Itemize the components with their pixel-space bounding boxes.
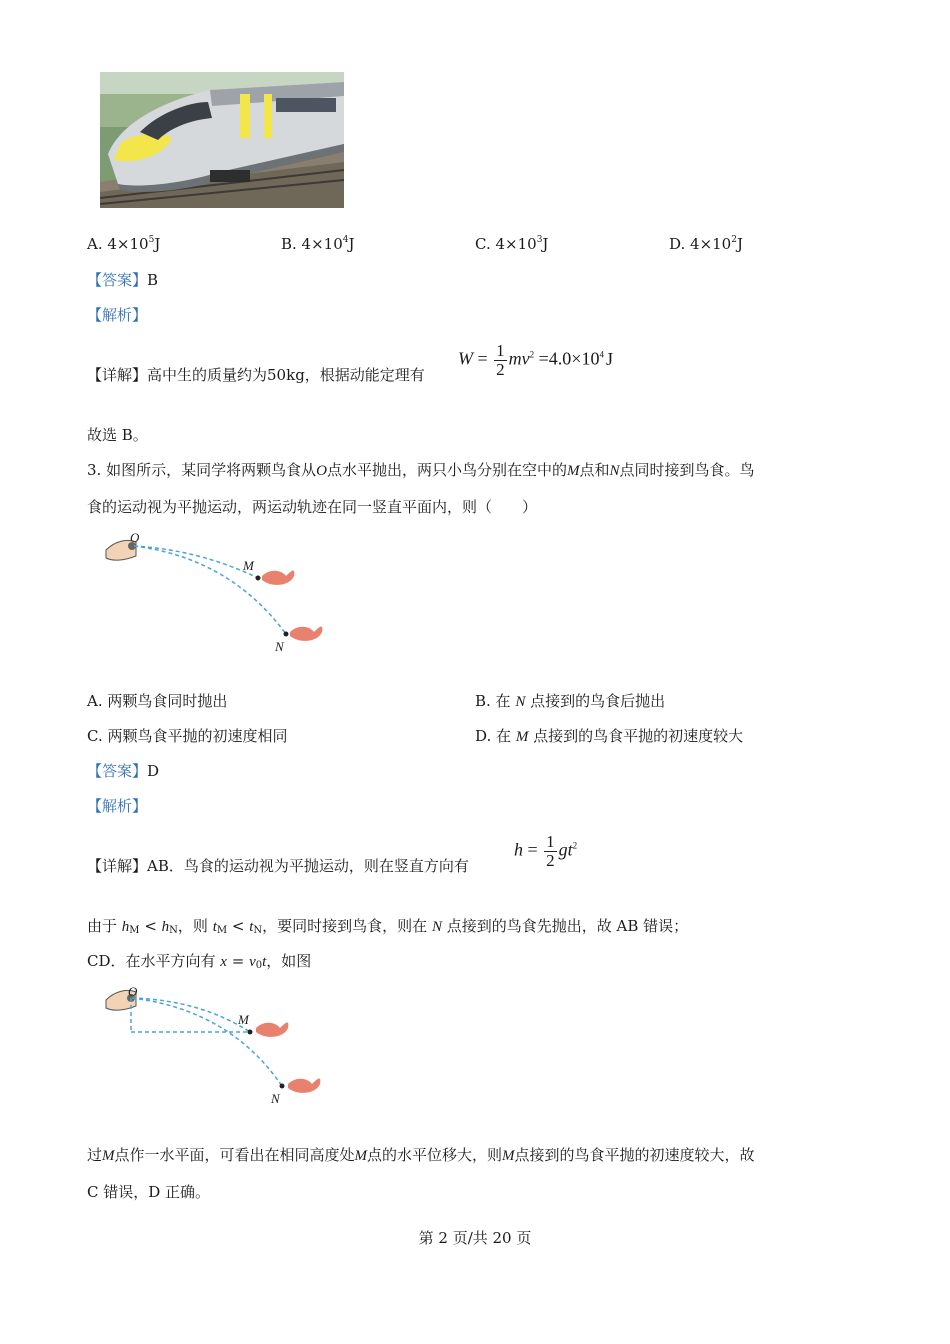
q2-answer: 【答案】B bbox=[87, 271, 159, 289]
q3-option-d: D. 在 M 点接到的鸟食平抛的初速度较大 bbox=[475, 727, 744, 745]
q3-answer: 【答案】D bbox=[87, 762, 160, 780]
fig2-label-n: N bbox=[271, 1091, 280, 1106]
fig1-label-o: O bbox=[130, 530, 140, 545]
q2-conclusion: 故选 B。 bbox=[87, 426, 148, 444]
train-image bbox=[100, 72, 344, 208]
q2-analysis-tag: 【解析】 bbox=[87, 306, 148, 324]
q3-formula: h = $\frac{1}{2}$ $gt^2$ bbox=[514, 832, 578, 870]
q3-option-b: B. 在 N 点接到的鸟食后抛出 bbox=[475, 692, 666, 710]
q3-line-c: 过M点作一水平面，可看出在相同高度处M点的水平位移大，则M点接到的鸟食平抛的初速度较大，故 bbox=[87, 1146, 755, 1164]
q3-option-c: C. 两颗鸟食平抛的初速度相同 bbox=[87, 727, 288, 745]
q2-option-a: A. $4\times 10^5J$ bbox=[87, 235, 161, 253]
q3-line-b: CD．在水平方向有 $x = v_0t$，如图 bbox=[87, 952, 312, 971]
fig1-label-n: N bbox=[275, 639, 284, 654]
q3-stem-line1: 3. 如图所示，某同学将两颗鸟食从O点水平抛出，两只小鸟分别在空中的M点和N点同时接到鸟食。鸟 bbox=[87, 461, 755, 479]
q3-stem-line2: 食的运动视为平抛运动，两运动轨迹在同一竖直平面内，则（ ） bbox=[87, 498, 538, 516]
q2-option-d: D. $4\times 10^2J$ bbox=[669, 235, 743, 253]
q3-analysis-tag: 【解析】 bbox=[87, 797, 148, 815]
q3-figure-2 bbox=[100, 982, 340, 1110]
fig1-label-m: M bbox=[243, 558, 254, 573]
q2-option-b: B. $4\times 10^4J$ bbox=[281, 235, 355, 253]
q3-line-a: 由于 $h_M < h_N$，则 $t_M < t_N$，要同时接到鸟食，则在 N 点接到的鸟食先抛出，故 AB 错误； bbox=[87, 917, 689, 936]
q2-options-row bbox=[87, 234, 867, 254]
q3-line-d: C 错误，D 正确。 bbox=[87, 1183, 211, 1201]
fig2-label-o: O bbox=[128, 984, 138, 999]
q3-figure bbox=[100, 528, 340, 658]
q3-option-a: A. 两颗鸟食同时抛出 bbox=[87, 692, 228, 710]
q2-option-c: C. $4\times 10^3J$ bbox=[475, 235, 549, 253]
fig2-label-m: M bbox=[238, 1012, 249, 1027]
page-footer: 第 2 页/共 20 页 bbox=[418, 1229, 532, 1247]
q2-formula: W = $\frac{1}{2}$ $mv^2 =4.0\times 10^4$ J bbox=[458, 341, 613, 379]
q3-detail: 【详解】AB．鸟食的运动视为平抛运动，则在竖直方向有 bbox=[87, 857, 469, 875]
q2-detail: 【详解】高中生的质量约为50kg，根据动能定理有 bbox=[87, 366, 425, 384]
